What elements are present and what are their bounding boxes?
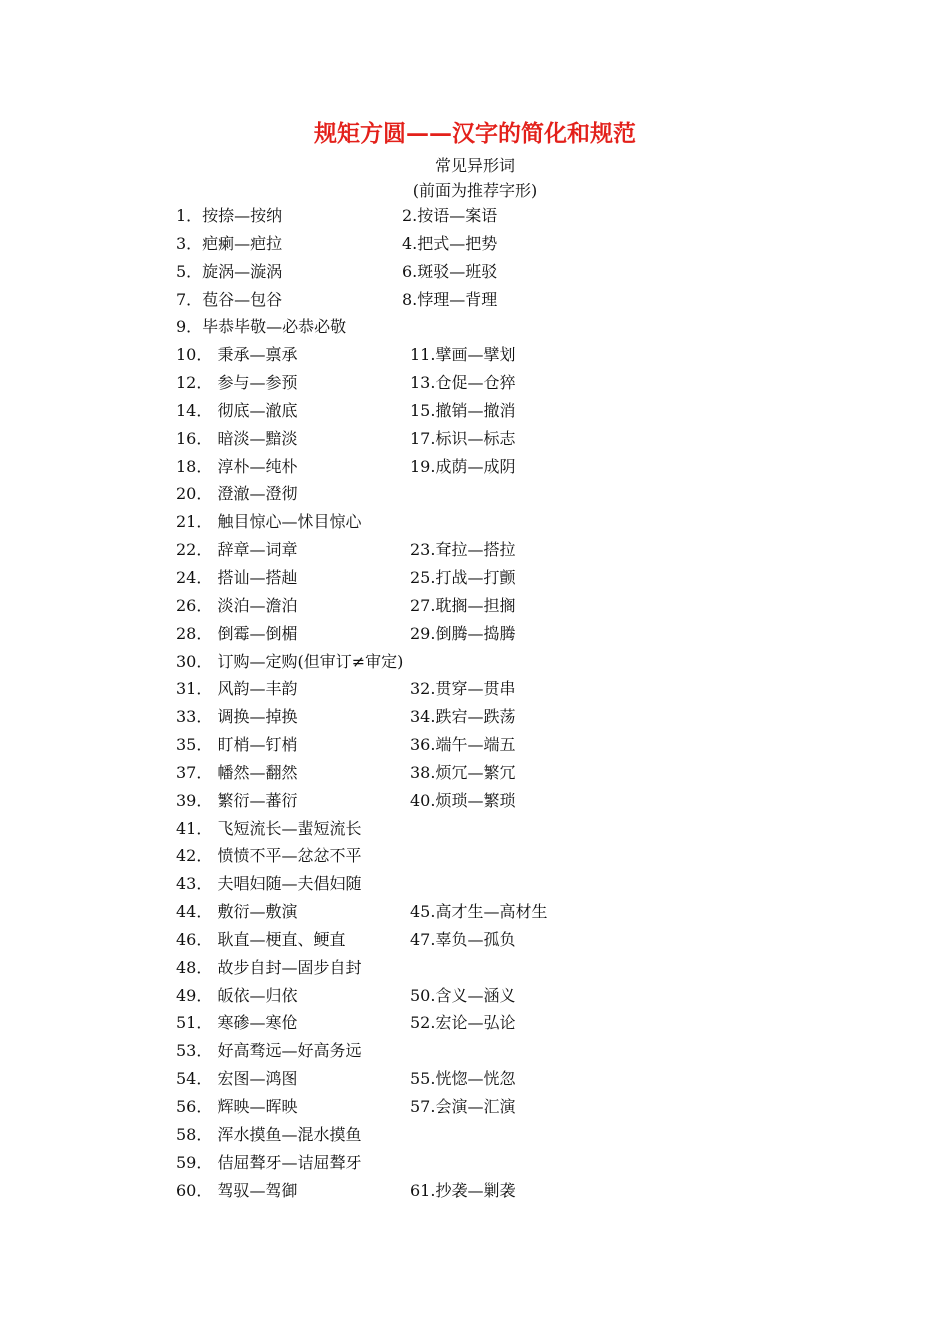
list-item: 3．疤瘌—疤拉 <box>176 233 283 253</box>
list-row <box>0 1039 950 1067</box>
list-row <box>0 455 950 483</box>
list-item: 4.把式—把势 <box>402 233 498 253</box>
list-item: 23.耷拉—搭拉 <box>410 540 516 560</box>
list-item: 38.烦冗—繁冗 <box>410 762 516 782</box>
list-item: 10． 秉承—禀承 <box>176 345 298 365</box>
list-item: 9．毕恭毕敬—必恭必敬 <box>176 317 347 337</box>
list-item: 7．苞谷—包谷 <box>176 289 283 309</box>
list-item: 35． 盯梢—钉梢 <box>176 735 298 755</box>
list-item: 20． 澄澈—澄彻 <box>176 484 298 504</box>
list-item: 40.烦琐—繁琐 <box>410 790 516 810</box>
list-row <box>0 1151 950 1179</box>
list-item: 42． 愤愤不平—忿忿不平 <box>176 846 362 866</box>
list-item: 56． 辉映—晖映 <box>176 1097 298 1116</box>
list-item: 52.宏论—弘论 <box>410 1013 516 1033</box>
list-item: 39． 繁衍—蕃衍 <box>176 790 298 810</box>
list-item: 45.高才生—高材生 <box>410 902 548 922</box>
list-item: 6.斑驳—班驳 <box>402 261 498 281</box>
list-row <box>0 427 950 455</box>
list-item: 55.恍惚—恍忽 <box>410 1069 516 1089</box>
list-item: 44． 敷衍—敷演 <box>176 902 298 922</box>
list-item: 36.端午—端五 <box>410 735 516 755</box>
list-row <box>0 650 950 678</box>
list-item: 5．旋涡—漩涡 <box>176 261 283 281</box>
list-row <box>0 622 950 650</box>
list-row <box>0 566 950 594</box>
list-row <box>0 1011 950 1039</box>
list-row <box>0 844 950 872</box>
list-item: 17.标识—标志 <box>410 428 516 448</box>
document-subtitle: 常见异形词 <box>434 156 515 175</box>
list-row <box>0 482 950 510</box>
list-row <box>0 817 950 845</box>
list-item: 41． 飞短流长—蜚短流长 <box>176 818 362 838</box>
list-row <box>0 204 950 232</box>
list-row <box>0 761 950 789</box>
list-row <box>0 343 950 371</box>
list-item: 48． 故步自封—固步自封 <box>176 957 362 977</box>
list-item: 18． 淳朴—纯朴 <box>176 456 298 476</box>
list-row <box>0 872 950 900</box>
list-row <box>0 594 950 622</box>
list-row <box>0 900 950 928</box>
list-item: 8.悖理—背理 <box>402 289 498 309</box>
list-row <box>0 1067 950 1095</box>
list-row <box>0 399 950 427</box>
list-row <box>0 371 950 399</box>
list-item: 12． 参与—参预 <box>176 373 298 393</box>
list-item: 57.会演—汇演 <box>410 1097 516 1116</box>
list-item: 14． 彻底—澈底 <box>176 400 298 420</box>
list-item: 46． 耿直—梗直、鲠直 <box>176 929 346 949</box>
list-item: 32.贯穿—贯串 <box>410 679 516 699</box>
list-item: 19.成荫—成阴 <box>410 456 516 476</box>
list-item: 29.倒腾—捣腾 <box>410 623 516 643</box>
list-item: 2.按语—案语 <box>402 206 498 225</box>
list-item: 24． 搭讪—搭赸 <box>176 567 298 587</box>
document-title: 规矩方圆——汉字的简化和规范 <box>314 120 636 147</box>
list-row <box>0 677 950 705</box>
list-item: 60． 驾驭—驾御 <box>176 1180 298 1200</box>
list-row <box>0 956 950 984</box>
list-item: 59． 佶屈聱牙—诘屈聱牙 <box>176 1152 362 1172</box>
list-item: 50.含义—涵义 <box>410 985 516 1005</box>
list-item: 31． 风韵—丰韵 <box>176 679 298 699</box>
list-row <box>0 288 950 316</box>
list-item: 11.擘画—擘划 <box>410 345 516 365</box>
list-row <box>0 733 950 761</box>
list-item: 51． 寒碜—寒伧 <box>176 1013 298 1033</box>
list-item: 43． 夫唱妇随—夫倡妇随 <box>176 874 362 894</box>
list-row <box>0 1179 950 1207</box>
list-item: 30． 订购—定购(但审订≠审定) <box>176 651 404 671</box>
variant-word-list <box>0 204 950 1206</box>
list-item: 47.辜负—孤负 <box>410 929 516 949</box>
list-item: 33． 调换—掉换 <box>176 707 298 727</box>
list-item: 22． 辞章—词章 <box>176 540 298 560</box>
list-item: 53． 好高骛远—好高务远 <box>176 1041 362 1061</box>
list-row <box>0 232 950 260</box>
list-row <box>0 984 950 1012</box>
list-row <box>0 1095 950 1123</box>
list-item: 15.撤销—撤消 <box>410 400 516 420</box>
list-row <box>0 1123 950 1151</box>
list-item: 34.跌宕—跌荡 <box>410 707 516 727</box>
list-row <box>0 260 950 288</box>
list-item: 16． 暗淡—黯淡 <box>176 428 298 448</box>
list-item: 58． 浑水摸鱼—混水摸鱼 <box>176 1124 362 1144</box>
list-row <box>0 315 950 343</box>
list-row <box>0 510 950 538</box>
list-item: 49． 皈依—归依 <box>176 985 298 1005</box>
list-item: 1．按捺—按纳 <box>176 206 283 225</box>
list-item: 13.仓促—仓猝 <box>410 373 516 393</box>
list-item: 27.耽搁—担搁 <box>410 595 516 615</box>
list-row <box>0 928 950 956</box>
list-item: 54． 宏图—鸿图 <box>176 1069 298 1089</box>
list-row <box>0 789 950 817</box>
list-item: 28． 倒霉—倒楣 <box>176 623 298 643</box>
list-item: 21． 触目惊心—怵目惊心 <box>176 512 362 532</box>
document-note: (前面为推荐字形) <box>412 181 538 200</box>
list-item: 61.抄袭—剿袭 <box>410 1180 516 1200</box>
list-row <box>0 538 950 566</box>
list-item: 25.打战—打颤 <box>410 567 516 587</box>
list-item: 37． 幡然—翻然 <box>176 762 298 782</box>
list-row <box>0 705 950 733</box>
list-item: 26． 淡泊—澹泊 <box>176 595 298 615</box>
